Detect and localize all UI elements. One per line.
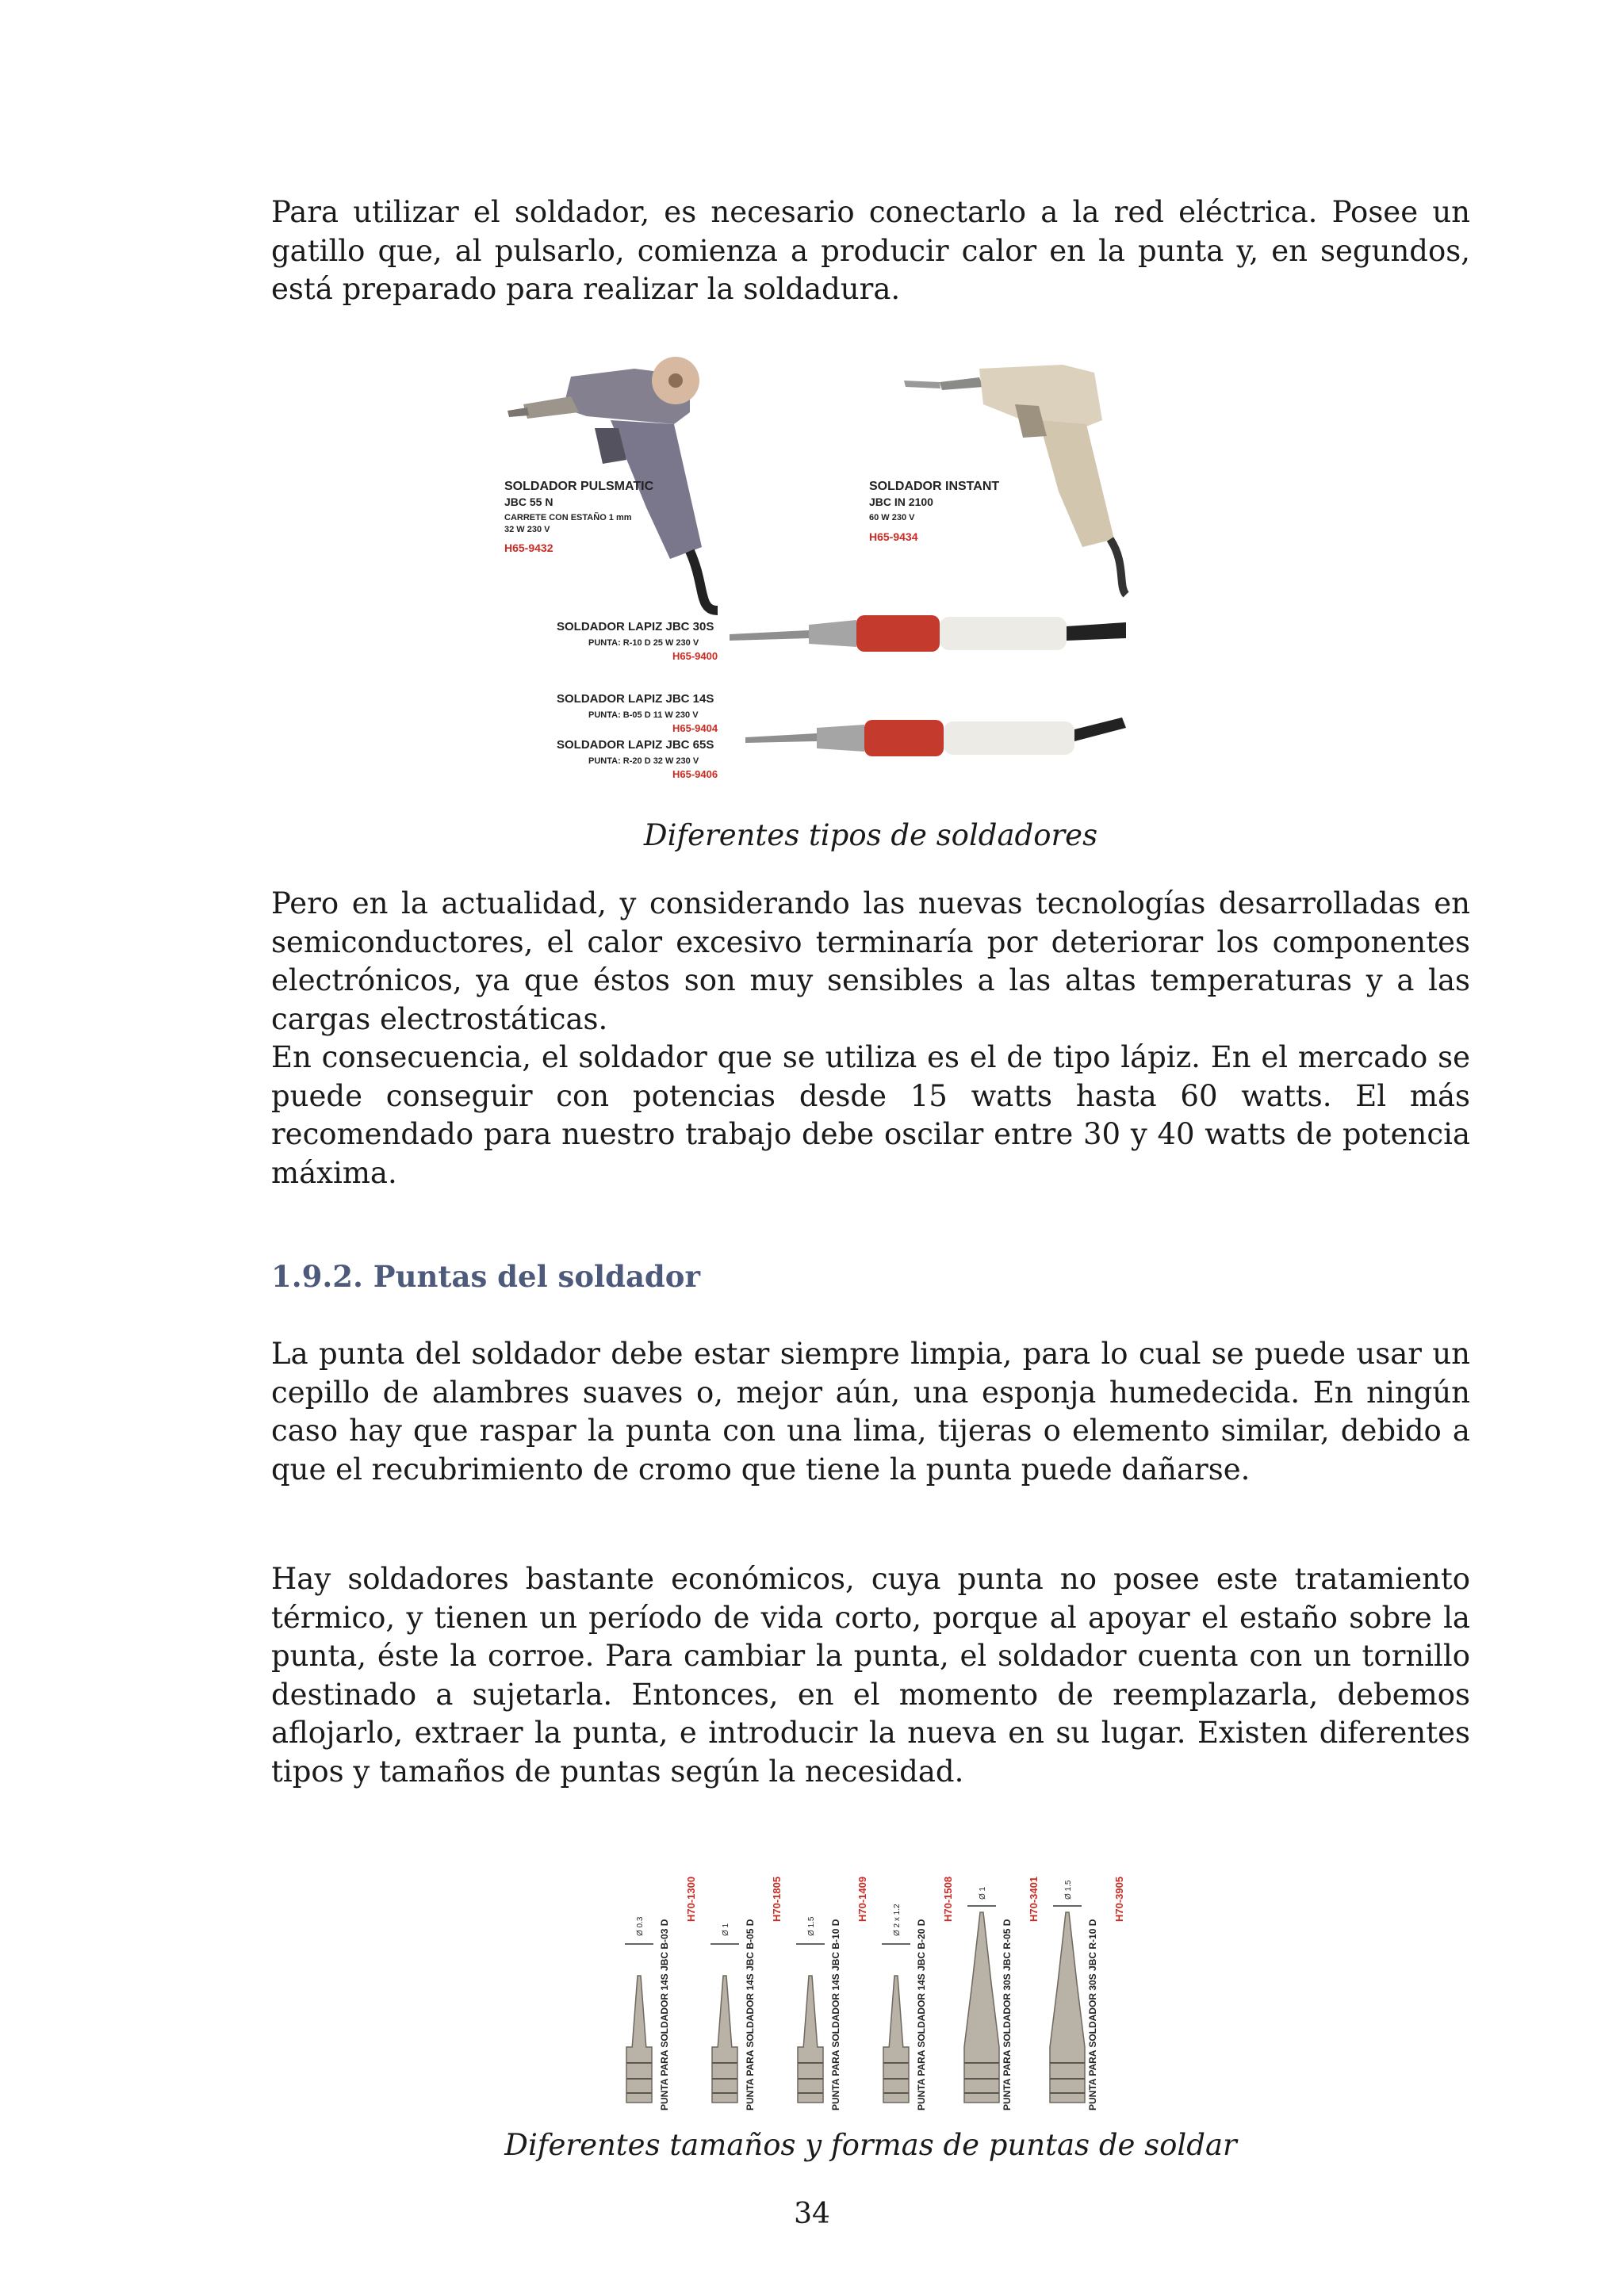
paragraph-pencil-iron: En consecuencia, el soldador que se utiliza es el de tipo lápiz. En el mercado se puede conseguir con potencias desde 15 watts hasta 60 watts. El más recomendado para nuestro trabajo debe oscilar entre 30 y 40 watts de potencia máxima. [271, 1040, 1470, 1190]
instant-code: H65-9434 [869, 530, 918, 543]
tip-code-label: H70-1508 [942, 1876, 954, 1922]
tip-code-label: H70-3905 [1113, 1876, 1125, 1922]
tip-product-label: PUNTA PARA SOLDADOR 14S JBC B-05 D [745, 1919, 756, 2110]
tip-product-label: PUNTA PARA SOLDADOR 30S JBC R-10 D [1087, 1919, 1098, 2110]
intro-paragraph: Para utilizar el soldador, es necesario conectarlo a la red eléctrica. Posee un gatillo que, al pulsarlo, comienza a producir calor en la punta y, en segundos, está preparado para realizar la soldadura. [271, 195, 1470, 306]
lapiz-65s-code: H65-9406 [672, 768, 718, 780]
lapiz-30s-code: H65-9400 [672, 650, 718, 662]
tip-product-label: PUNTA PARA SOLDADOR 14S JBC B-03 D [659, 1919, 670, 2110]
tip-code-label: H70-3401 [1028, 1876, 1040, 1922]
figure1-caption: Diferentes tipos de soldadores [643, 818, 1098, 852]
tip-code-label: H70-1409 [856, 1876, 868, 1922]
pulsmatic-spec1: CARRETE CON ESTAÑO 1 mm [504, 513, 632, 522]
instant-spec: 60 W 230 V [869, 513, 915, 522]
lapiz-14s-code: H65-9404 [672, 722, 718, 734]
pulsmatic-spec2: 32 W 230 V [504, 525, 550, 534]
tip-size-label: Ø 1.5 [1064, 1880, 1073, 1900]
paragraph-tip-replacement: Hay soldadores bastante económicos, cuya punta no posee este tratamiento térmico, y tienen un período de vida corto, porque al apoyar el estaño sobre la punta, éste la corroe. Para cambiar la punta, el soldador cuenta con un tornillo destinado a sujetarla. Entonces, en el momento de reemplazarla, debemos aflojarlo, extraer la punta, e introducir la nueva en su lugar. Existen diferentes tipos y tamaños de puntas según la necesidad. [271, 1562, 1470, 1789]
tip-size-label: Ø 1 [979, 1886, 987, 1900]
tip-product-label: PUNTA PARA SOLDADOR 14S JBC B-20 D [916, 1919, 927, 2110]
lapiz-14s-spec: PUNTA: B-05 D 11 W 230 V [588, 710, 699, 720]
tip-size-label: Ø 1.5 [807, 1916, 816, 1936]
soldering-irons-figure [492, 349, 1237, 802]
page-number: 34 [794, 2198, 830, 2230]
pulsmatic-code: H65-9432 [504, 541, 553, 554]
tip-code-label: H70-1300 [685, 1876, 697, 1922]
paragraph-tip-cleaning: La punta del soldador debe estar siempre limpia, para lo cual se puede usar un cepillo de alambres suaves o, mejor aún, una esponja humedecida. En ningún caso hay que raspar la punta con una lima, tijeras o elemento similar, debido a que el recubrimiento de cromo que tiene la punta puede dañarse. [271, 1337, 1470, 1487]
lapiz-65s-name: SOLDADOR LAPIZ JBC 65S [557, 738, 714, 752]
tip-code-label: H70-1805 [771, 1876, 783, 1922]
tip-size-label: Ø 1 [722, 1923, 730, 1936]
pulsmatic-name: SOLDADOR PULSMATIC [504, 480, 654, 493]
lapiz-14s-name: SOLDADOR LAPIZ JBC 14S [557, 692, 714, 706]
tip-product-label: PUNTA PARA SOLDADOR 14S JBC B-10 D [830, 1919, 841, 2110]
instant-model: JBC IN 2100 [869, 496, 933, 508]
pulsmatic-model: JBC 55 N [504, 496, 553, 508]
lapiz-65s-spec: PUNTA: R-20 D 32 W 230 V [588, 756, 699, 766]
lapiz-30s-spec: PUNTA: R-10 D 25 W 230 V [588, 638, 699, 648]
paragraph-semiconductors: Pero en la actualidad, y considerando las nuevas tecnologías desarrolladas en semiconductores, el calor excesivo terminaría por deteriorar los componentes electrónicos, ya que éstos son muy sensibles a las altas temperaturas y a las cargas electrostáticas. [271, 886, 1470, 1036]
instant-name: SOLDADOR INSTANT [869, 480, 1000, 493]
lapiz-30s-name: SOLDADOR LAPIZ JBC 30S [557, 620, 714, 633]
figure2-caption: Diferentes tamaños y formas de puntas de soldar [504, 2128, 1237, 2162]
tip-size-label: Ø 2 x 1.2 [893, 1904, 902, 1936]
tip-product-label: PUNTA PARA SOLDADOR 30S JBC R-05 D [1002, 1919, 1013, 2110]
tip-size-label: Ø 0.3 [636, 1916, 645, 1936]
soldering-tips-figure [606, 1865, 1136, 2120]
section-heading: 1.9.2. Puntas del soldador [271, 1259, 700, 1294]
